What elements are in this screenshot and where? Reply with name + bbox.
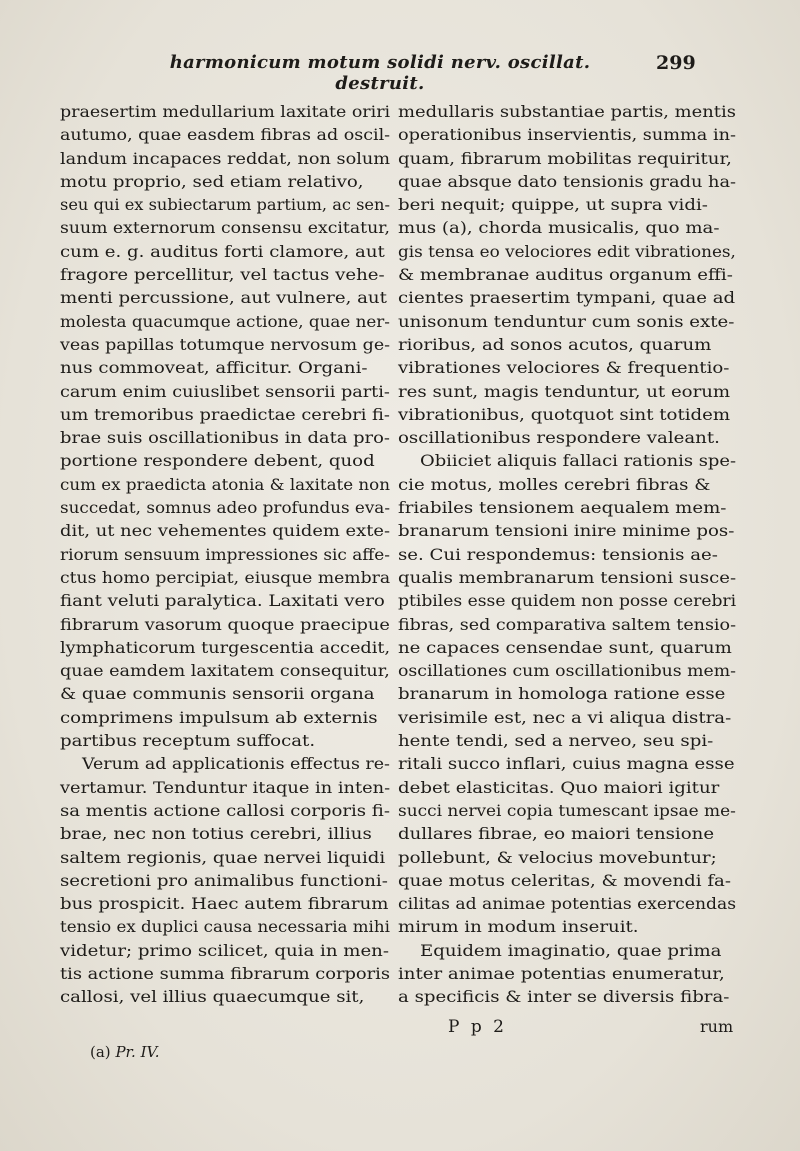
text-line: brae suis oscillationibus in data pro- xyxy=(60,428,390,448)
text-line: lymphaticorum turgescentia accedit, xyxy=(60,637,391,657)
text-line: praesertim medullarium laxitate oriri xyxy=(60,102,391,121)
text-line: um tremoribus praedictae cerebri fi- xyxy=(60,404,390,424)
text-line: fibras, sed comparativa saltem tensio- xyxy=(398,614,736,634)
text-line: pollebunt, & velocius movebuntur; xyxy=(398,847,717,867)
left-text-column xyxy=(60,100,390,1009)
text-line: gis tensa eo velociores edit vibrationes, xyxy=(398,241,736,261)
text-line: cum e. g. auditus forti clamore, aut xyxy=(60,241,385,261)
text-line: autumo, quae easdem fibras ad oscil- xyxy=(60,125,391,145)
text-line: Equidem imaginatio, quae prima xyxy=(420,940,722,960)
text-line: vibrationes velociores & frequentio- xyxy=(398,358,730,378)
text-line: branarum in homologa ratione esse xyxy=(398,684,726,704)
text-line: rioribus, ad sonos acutos, quarum xyxy=(398,334,712,354)
text-line: verisimile est, nec a vi aliqua distra- xyxy=(398,707,732,727)
text-line: Obiiciet aliquis fallaci rationis spe- xyxy=(420,451,737,471)
text-line: a specificis & inter se diversis fibra- xyxy=(398,987,730,1007)
text-line: qualis membranarum tensioni susce- xyxy=(398,567,737,587)
text-line: succi nervei copia tumescant ipsae me- xyxy=(398,800,736,820)
text-line: vibrationibus, quotquot sint totidem xyxy=(398,404,731,424)
text-line: partibus receptum suffocat. xyxy=(60,731,316,751)
text-line: sa mentis actione callosi corporis fi- xyxy=(60,800,390,820)
text-line: quam, fibrarum mobilitas requiritur, xyxy=(398,148,732,168)
text-line: oscillationibus respondere valeant. xyxy=(398,428,720,448)
text-line: callosi, vel illius quaecumque sit, xyxy=(60,987,365,1007)
footnote-text: Pr. IV. xyxy=(115,1043,160,1061)
text-line: comprimens impulsum ab externis xyxy=(60,707,378,727)
text-line: medullaris substantiae partis, mentis xyxy=(398,102,736,121)
text-line: ne capaces censendae sunt, quarum xyxy=(398,637,732,657)
text-line: branarum tensioni inire minime pos- xyxy=(398,521,735,541)
footnote xyxy=(90,1043,160,1061)
text-line: landum incapaces reddat, non solum xyxy=(60,148,391,168)
text-line: res sunt, magis tenduntur, ut eorum xyxy=(398,381,731,401)
text-line: motu proprio, sed etiam relativo, xyxy=(60,171,364,191)
text-line: unisonum tenduntur cum sonis exte- xyxy=(398,311,735,331)
text-line: videtur; primo scilicet, quia in men- xyxy=(60,940,389,960)
text-line: suum externorum consensu excitatur, xyxy=(60,218,391,238)
text-line: mirum in modum inseruit. xyxy=(398,917,639,937)
text-line: riorum sensuum impressiones sic affe- xyxy=(60,544,390,564)
text-line: ctus homo percipiat, eiusque membra xyxy=(60,567,391,587)
text-line: cientes praesertim tympani, quae ad xyxy=(398,288,736,308)
text-line: & membranae auditus organum effi- xyxy=(398,265,733,285)
text-line: nus commoveat, afficitur. Organi- xyxy=(60,358,368,378)
text-line: portione respondere debent, quod xyxy=(60,451,375,471)
text-line: cum ex praedicta atonia & laxitate non xyxy=(60,474,390,494)
text-line: oscillationes cum oscillationibus mem- xyxy=(398,661,737,681)
text-line: dit, ut nec vehementes quidem exte- xyxy=(60,521,391,541)
text-line: tensio ex duplici causa necessaria mihi xyxy=(60,917,390,937)
text-line: se. Cui respondemus: tensionis ae- xyxy=(398,544,718,564)
text-line: & quae communis sensorii organa xyxy=(60,684,375,704)
text-line: quae absque dato tensionis gradu ha- xyxy=(398,171,737,191)
text-line: succedat, somnus adeo profundus eva- xyxy=(60,498,390,518)
text-line: tis actione summa fibrarum corporis xyxy=(60,963,391,983)
text-line: veas papillas totumque nervosum ge- xyxy=(60,334,391,354)
text-line: cilitas ad animae potentias exercendas xyxy=(398,894,737,914)
text-line: debet elasticitas. Quo maiori igitur xyxy=(398,777,720,797)
page-number: 299 xyxy=(656,52,696,74)
text-line: cie motus, molles cerebri fibras & xyxy=(398,474,711,494)
text-line: brae, nec non totius cerebri, illius xyxy=(60,824,372,844)
text-line: carum enim cuiuslibet sensorii parti- xyxy=(60,381,390,401)
text-line: molesta quacumque actione, quae ner- xyxy=(60,311,390,331)
text-line: friabiles tensionem aequalem mem- xyxy=(398,498,727,518)
text-line: ptibiles esse quidem non posse cerebri xyxy=(398,591,737,611)
text-line: quae motus celeritas, & movendi fa- xyxy=(398,870,731,890)
text-line: dullares fibrae, eo maiori tensione xyxy=(398,824,715,844)
text-line: Verum ad applicationis effectus re- xyxy=(82,754,390,774)
text-line: menti percussione, aut vulnere, aut xyxy=(60,288,387,308)
text-line: fragore percellitur, vel tactus vehe- xyxy=(60,265,385,285)
text-line: fiant veluti paralytica. Laxitati vero xyxy=(60,591,385,611)
running-head: harmonicum motum solidi nerv. oscillat. destruit. xyxy=(169,52,591,94)
text-line: quae eamdem laxitatem consequitur, xyxy=(60,661,390,681)
text-line: seu qui ex subiectarum partium, ac sen- xyxy=(60,195,390,215)
footnote-mark: (a) xyxy=(90,1043,111,1061)
text-line: saltem regionis, quae nervei liquidi xyxy=(60,847,386,867)
signature-mark: P p 2 xyxy=(448,1017,507,1037)
text-line: mus (a), chorda musicalis, quo ma- xyxy=(398,218,720,238)
text-line: beri nequit; quippe, ut supra vidi- xyxy=(398,195,708,215)
catchword: rum xyxy=(700,1017,734,1036)
text-line: ritali succo inflari, cuius magna esse xyxy=(398,754,735,774)
text-line: secretioni pro animalibus functioni- xyxy=(60,870,388,890)
text-line: bus prospicit. Haec autem fibrarum xyxy=(60,894,389,914)
text-line: inter animae potentias enumeratur, xyxy=(398,963,725,983)
text-line: fibrarum vasorum quoque praecipue xyxy=(60,614,390,634)
right-text-column xyxy=(398,100,736,1009)
text-line: hente tendi, sed a nerveo, seu spi- xyxy=(398,731,714,751)
text-line: vertamur. Tenduntur itaque in inten- xyxy=(60,777,391,797)
text-line: operationibus inservientis, summa in- xyxy=(398,125,736,145)
